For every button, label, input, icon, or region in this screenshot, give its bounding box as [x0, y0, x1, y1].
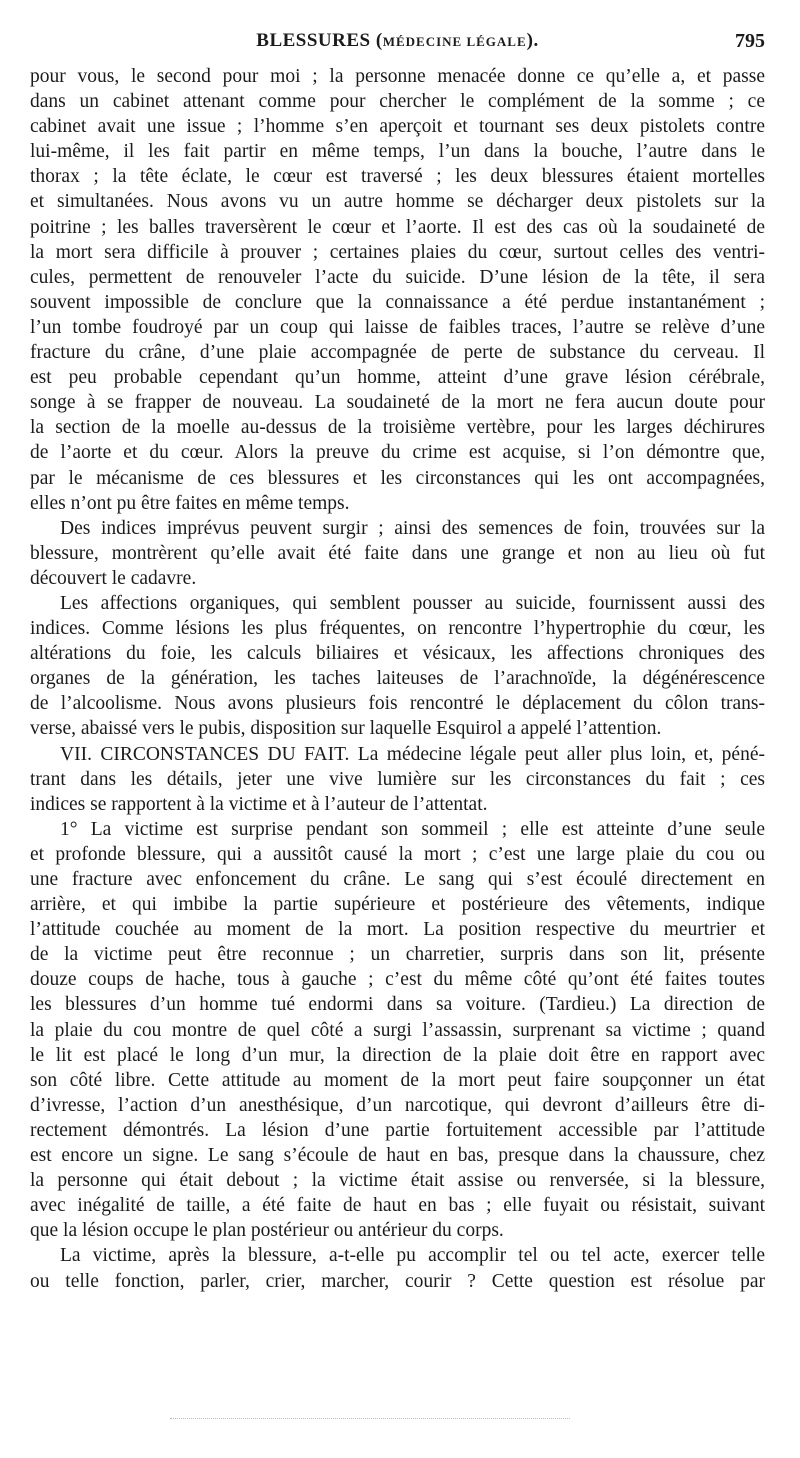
text-line: cules, permettent de renouveler l’acte du suicide. D’une lésion de la tête, il sera: [30, 266, 765, 288]
text-line: songe à se frapper de nouveau. La soudaineté de la mort ne fera aucun doute pour: [30, 392, 765, 414]
text-line: dans un cabinet attenant comme pour chercher le complément de la somme ; ce: [30, 91, 765, 113]
text-line: souvent impossible de conclure que la connaissance a été perdue instantanément ;: [30, 291, 765, 313]
text-line: blessure, montrèrent qu’elle avait été faite dans une grange et non au lieu où fut: [30, 542, 765, 564]
text-line: la plaie du cou montre de quel côté a surgi l’assassin, surprenant sa victime ; quand: [30, 1019, 765, 1041]
text-line: Des indices imprévus peuvent surgir ; ainsi des semences de foin, trouvées sur la: [60, 517, 765, 539]
text-line: arrière, et qui imbibe la partie supérieure et postérieure des vêtements, indique: [30, 894, 765, 916]
text-line: douze coups de hache, tous à gauche ; c’est du même côté qu’ont été faites toutes: [30, 969, 765, 991]
text-line: son côté libre. Cette attitude au moment de la mort peut faire soupçonner un état: [30, 1069, 765, 1091]
running-title-subject: MÉDECINE LÉGALE: [382, 34, 527, 49]
text-line: la section de la moelle au-dessus de la troisième vertèbre, pour les larges déchirures: [30, 417, 765, 439]
text-line: le lit est placé le long d’un mur, la direction de la plaie doit être en rapport avec: [30, 1044, 765, 1066]
body-text: [30, 64, 765, 1294]
text-line: la mort sera difficile à prouver ; certaines plaies du cœur, surtout celles des ventri-: [30, 241, 765, 263]
text-line: lui-même, il les fait partir en même temps, l’un dans la bouche, l’autre dans le: [30, 141, 765, 163]
running-title-main: BLESSURES (: [256, 30, 383, 51]
text-line: par le mécanisme de ces blessures et les circonstances qui les ont accompagnées,: [30, 467, 765, 489]
text-line: elles n’ont pu être faites en même temps.: [30, 492, 350, 514]
text-line: d’ivresse, l’action d’un anesthésique, d’un narcotique, qui devront d’ailleurs être di-: [30, 1094, 765, 1116]
text-line: l’un tombe foudroyé par un coup qui laisse de faibles traces, l’autre se relève d’une: [30, 316, 765, 338]
text-line: de la victime peut être reconnue ; un charretier, surpris dans son lit, présente: [30, 944, 765, 966]
text-line: trant dans les détails, jeter une vive lumière sur les circonstances du fait ; ces: [30, 768, 765, 790]
text-line: poitrine ; les balles traversèrent le cœur et l’aorte. Il est des cas où la soudaineté de: [30, 216, 765, 238]
text-line: thorax ; la tête éclate, le cœur est traversé ; les deux blessures étaient mortelles: [30, 166, 765, 188]
text-line: 1° La victime est surprise pendant son sommeil ; elle est atteinte d’une seule: [60, 818, 765, 840]
text-line: et profonde blessure, qui a aussitôt causé la mort ; c’est une large plaie du cou ou: [30, 843, 765, 865]
footer-divider: [170, 1418, 570, 1421]
text-line: et simultanées. Nous avons vu un autre homme se décharger deux pistolets sur la: [30, 191, 765, 213]
page-header: [30, 30, 765, 60]
text-line: avec inégalité de taille, a été faite de haut en bas ; elle fuyait ou résistait, suivant: [30, 1195, 765, 1217]
text-line: altérations du foie, les calculs biliaires et vésicaux, les affections chroniques des: [30, 643, 765, 665]
running-title: [30, 30, 765, 52]
page-number: 795: [735, 30, 765, 52]
text-line: les blessures d’un homme tué endormi dans sa voiture. (Tardieu.) La direction de: [30, 994, 765, 1016]
text-line: organes de la génération, les taches laiteuses de l’arachnoïde, la dégénérescence: [30, 668, 765, 690]
text-line: de l’alcoolisme. Nous avons plusieurs fois rencontré le déplacement du côlon trans-: [30, 693, 765, 715]
text-line: une fracture avec enfoncement du crâne. Le sang qui s’est écoulé directement en: [30, 869, 765, 890]
text-line: verse, abaissé vers le pubis, disposition sur laquelle Esquirol a appelé l’attention.: [30, 718, 662, 740]
text-line: VII. CIRCONSTANCES DU FAIT. La médecine légale peut aller plus loin, et, péné-: [60, 743, 765, 765]
text-line: indices. Comme lésions les plus fréquentes, on rencontre l’hypertrophie du cœur, les: [30, 618, 765, 640]
text-line: Les affections organiques, qui semblent pousser au suicide, fournissent aussi des: [60, 592, 765, 614]
text-line: La victime, après la blessure, a-t-elle pu accomplir tel ou tel acte, exercer telle: [60, 1245, 765, 1267]
text-line: ou telle fonction, parler, crier, marcher, courir ? Cette question est résolue par: [30, 1270, 765, 1292]
text-line: pour vous, le second pour moi ; la personne menacée donne ce qu’elle a, et passe: [30, 66, 765, 87]
text-line: rectement démontrés. La lésion d’une partie fortuitement accessible par l’attitude: [30, 1119, 765, 1141]
text-line: est encore un signe. Le sang s’écoule de haut en bas, presque dans la chaussure, chez: [30, 1145, 765, 1167]
text-line: est peu probable cependant qu’un homme, atteint d’une grave lésion cérébrale,: [30, 367, 765, 389]
text-line: découvert le cadavre.: [30, 567, 197, 589]
text-line: l’attitude couchée au moment de la mort. La position respective du meurtrier et: [30, 919, 765, 941]
text-line: que la lésion occupe le plan postérieur ou antérieur du corps.: [30, 1220, 504, 1242]
running-title-end: ).: [526, 30, 539, 51]
text-line: la personne qui était debout ; la victime était assise ou renversée, si la blessure,: [30, 1170, 765, 1192]
text-line: indices se rapportent à la victime et à l’auteur de l’attentat.: [30, 793, 488, 815]
text-line: cabinet avait une issue ; l’homme s’en aperçoit et tournant ses deux pistolets contre: [30, 116, 765, 138]
text-line: fracture du crâne, d’une plaie accompagnée de perte de substance du cerveau. Il: [30, 342, 765, 364]
text-line: de l’aorte et du cœur. Alors la preuve du crime est acquise, si l’on démontre que,: [30, 442, 765, 464]
